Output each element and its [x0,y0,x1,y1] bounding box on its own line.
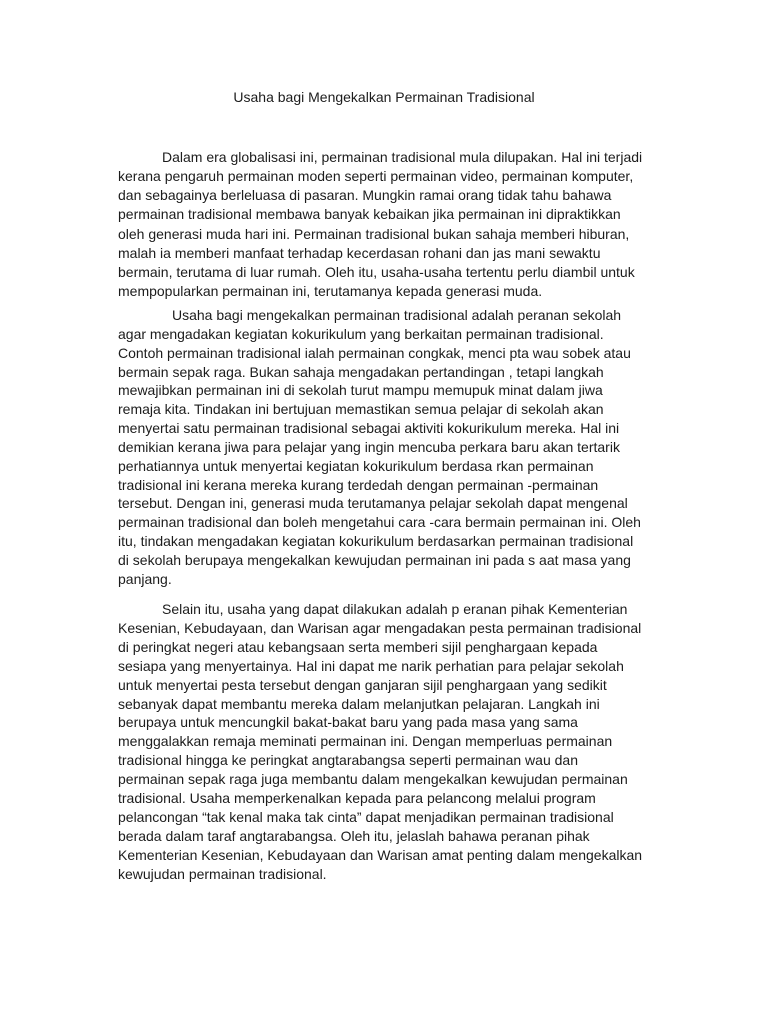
text-line: sebanyak dapat membantu mereka dalam melanjutkan pelajaran. Langkah ini [118,695,600,712]
text-line: itu, tindakan mengadakan kegiatan kokurikulum berdasarkan permainan tradisional [118,533,634,550]
text-line: tradisional. Usaha memperkenalkan kepada para pelancong melalui program [118,790,596,807]
text-line: berada dalam taraf angtarabangsa. Oleh itu, jelaslah bahawa peranan pihak [118,827,590,844]
text-line: tradisional hingga ke peringkat angtarabangsa seperti permainan wau dan [118,752,578,769]
text-line: bermain sepak raga. Bukan sahaja mengadakan pertandingan , tetapi langkah [118,363,604,380]
text-line: demikian kerana jiwa para pelajar yang ingin mencuba perkara baru akan tertarik [118,438,620,455]
text-line: tradisional ini kerana mereka kurang terdedah dengan permainan -permainan [118,476,599,493]
text-line: mewajibkan permainan ini di sekolah turut mampu memupuk minat dalam jiwa [118,382,603,399]
text-line: oleh generasi muda hari ini. Permainan tradisional bukan sahaja memberi hiburan, [118,225,630,242]
text-line: tersebut. Dengan ini, generasi muda terutamanya pelajar sekolah dapat mengenal [118,495,628,512]
text-line: Kementerian Kesenian, Kebudayaan dan Warisan amat penting dalam mengekalkan [118,846,643,863]
paragraph-3 [118,600,658,884]
text-line: malah ia memberi manfaat terhadap kecerdasan rohani dan jas mani sewaktu [118,244,601,261]
text-line: Selain itu, usaha yang dapat dilakukan adalah p eranan pihak Kementerian [162,601,628,617]
text-line: Contoh permainan tradisional ialah permainan congkak, menci pta wau sobek atau [118,344,631,361]
text-line: sesiapa yang menyertainya. Hal ini dapat me narik perhatian para pelajar sekolah [118,657,624,674]
text-line: bermain, terutama di luar rumah. Oleh itu, usaha-usaha tertentu perlu diambil untuk [118,263,635,280]
paragraph-2 [118,306,658,589]
text-line: kewujudan permainan tradisional. [118,865,327,882]
text-line: menyertai satu permainan tradisional sebagai aktiviti kokurikulum mereka. Hal ini [118,420,620,437]
text-line: permainan tradisional membawa banyak kebaikan jika permainan ini dipraktikkan [118,206,621,223]
text-line: Usaha bagi mengekalkan permainan tradisional adalah peranan sekolah [172,307,622,323]
document-title: Usaha bagi Mengekalkan Permainan Tradisional [233,89,535,105]
text-line: di peringkat negeri atau kebangsaan serta memberi sijil penghargaan kepada [118,638,598,655]
text-line: permainan tradisional dan boleh mengetahui cara -cara bermain permainan ini. Oleh [118,514,641,531]
text-line: Dalam era globalisasi ini, permainan tradisional mula dilupakan. Hal ini terjadi [162,149,643,165]
text-line: pelancongan “tak kenal maka tak cinta” dapat menjadikan permainan tradisional [118,808,614,825]
text-line: Kesenian, Kebudayaan, dan Warisan agar mengadakan pesta permainan tradisional [118,619,642,636]
text-line: menggalakkan remaja meminati permainan ini. Dengan memperluas permainan [118,733,613,750]
text-line: permainan sepak raga juga membantu dalam mengekalkan kewujudan permainan [118,771,628,788]
text-line: dan sebagainya berleluasa di pasaran. Mungkin ramai orang tidak tahu bahawa [118,187,612,204]
text-line: remaja kita. Tindakan ini bertujuan memastikan semua pelajar di sekolah akan [118,401,604,418]
text-line: di sekolah berupaya mengekalkan kewujudan permainan ini pada s aat masa yang [118,551,631,568]
text-line: berupaya untuk mencungkil bakat-bakat baru yang pada masa yang sama [118,714,578,731]
paragraph-1 [118,148,658,301]
text-line: perhatiannya untuk menyertai kegiatan kokurikulum berdasa rkan permainan [118,457,594,474]
text-line: kerana pengaruh permainan moden seperti permainan video, permainan komputer, [118,168,634,185]
text-line: untuk menyertai pesta tersebut dengan ganjaran sijil penghargaan yang sedikit [118,676,607,693]
text-line: panjang. [118,570,172,587]
text-line: agar mengadakan kegiatan kokurikulum yang berkaitan permainan tradisional. [118,325,604,342]
text-line: mempopularkan permainan ini, terutamanya kepada generasi muda. [118,282,543,299]
